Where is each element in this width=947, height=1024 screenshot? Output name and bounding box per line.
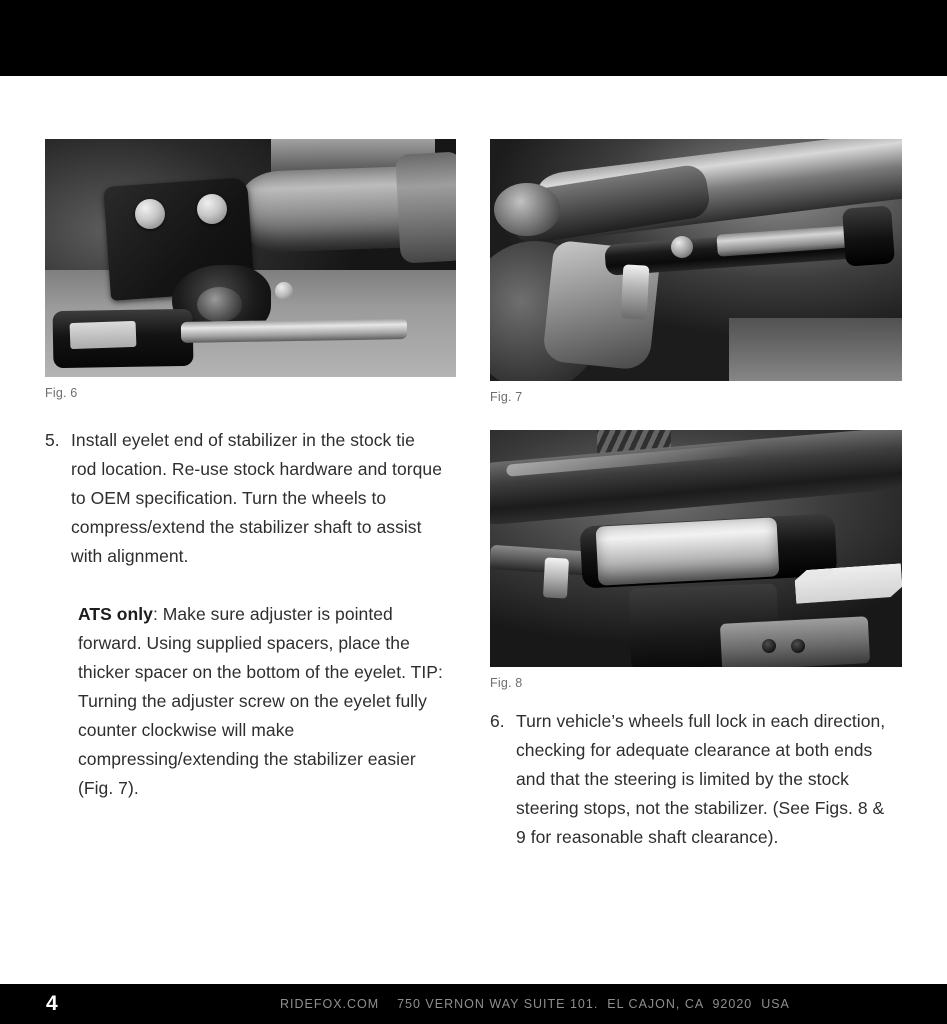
- instruction-step-6: [490, 707, 890, 852]
- photo-stabilizer-shaft: [180, 318, 406, 343]
- figure-8-caption: Fig. 8: [490, 676, 523, 690]
- figure-8-photo: [490, 430, 902, 667]
- figure-6: [45, 139, 456, 401]
- photo-small-bolt: [275, 282, 293, 300]
- figure-7-image: [490, 139, 902, 381]
- instruction-step-5: [45, 426, 445, 571]
- left-text-column: [45, 426, 445, 803]
- step-5-number: 5.: [45, 430, 60, 450]
- footer-company-address: RIDEFOX.COM 750 VERNON WAY SUITE 101. EL CAJON, CA 92020 USA: [280, 997, 790, 1011]
- figure-8: [490, 430, 902, 691]
- photo-tie-rod-bolt: [620, 264, 649, 319]
- photo-adjuster-screw: [671, 236, 693, 258]
- photo-shop-floor: [729, 318, 902, 381]
- photo-reservoir: [596, 518, 780, 587]
- photo-stabilizer-end-cap: [842, 205, 895, 266]
- ats-note-text: Make sure adjuster is pointed forward. Using supplied spacers, place the thicker spacer on the bottom of the eyelet. TIP: Turning the adjuster screw on the eyelet fully counter clockwise will make compressing/extending the stabilizer easier (Fig. 7).: [78, 604, 443, 798]
- step-6-text: Turn vehicle’s wheels full lock in each direction, checking for adequate clearance at both ends and that the steering is limited by the stock steering stops, not the stabilizer. (See Figs. 8 & 9 for reasonable shaft clearance).: [516, 711, 886, 847]
- page-number: 4: [46, 992, 58, 1015]
- ats-only-note: [45, 600, 445, 803]
- photo-bolt-hole: [791, 639, 805, 653]
- figure-6-photo: [45, 139, 456, 377]
- step-5-text: Install eyelet end of stabilizer in the stock tie rod location. Re-use stock hardware and torque to OEM specification. Turn the wheels to compress/extend the stabilizer shaft to assist with alignment.: [71, 430, 442, 566]
- photo-hex-bolt: [135, 199, 165, 229]
- figure-8-image: [490, 430, 902, 667]
- photo-eyelet-bushing: [197, 287, 242, 323]
- photo-bolt-hole: [762, 639, 776, 653]
- page-content-area: [0, 76, 947, 984]
- photo-tie-rod-bolt: [543, 557, 569, 598]
- right-text-column: [490, 707, 890, 852]
- figure-7: [490, 139, 902, 405]
- figure-6-caption: Fig. 6: [45, 386, 78, 400]
- figure-6-image: [45, 139, 456, 377]
- photo-stabilizer-label: [69, 321, 136, 349]
- ats-note-separator: :: [152, 604, 163, 624]
- page-top-bar: [0, 0, 947, 76]
- photo-axle-end: [396, 152, 456, 265]
- figure-7-caption: Fig. 7: [490, 390, 523, 404]
- step-6-number: 6.: [490, 711, 505, 731]
- figure-7-photo: [490, 139, 902, 381]
- photo-bushing: [494, 183, 560, 236]
- ats-only-label: ATS only: [78, 604, 153, 624]
- photo-hex-bolt: [197, 194, 227, 224]
